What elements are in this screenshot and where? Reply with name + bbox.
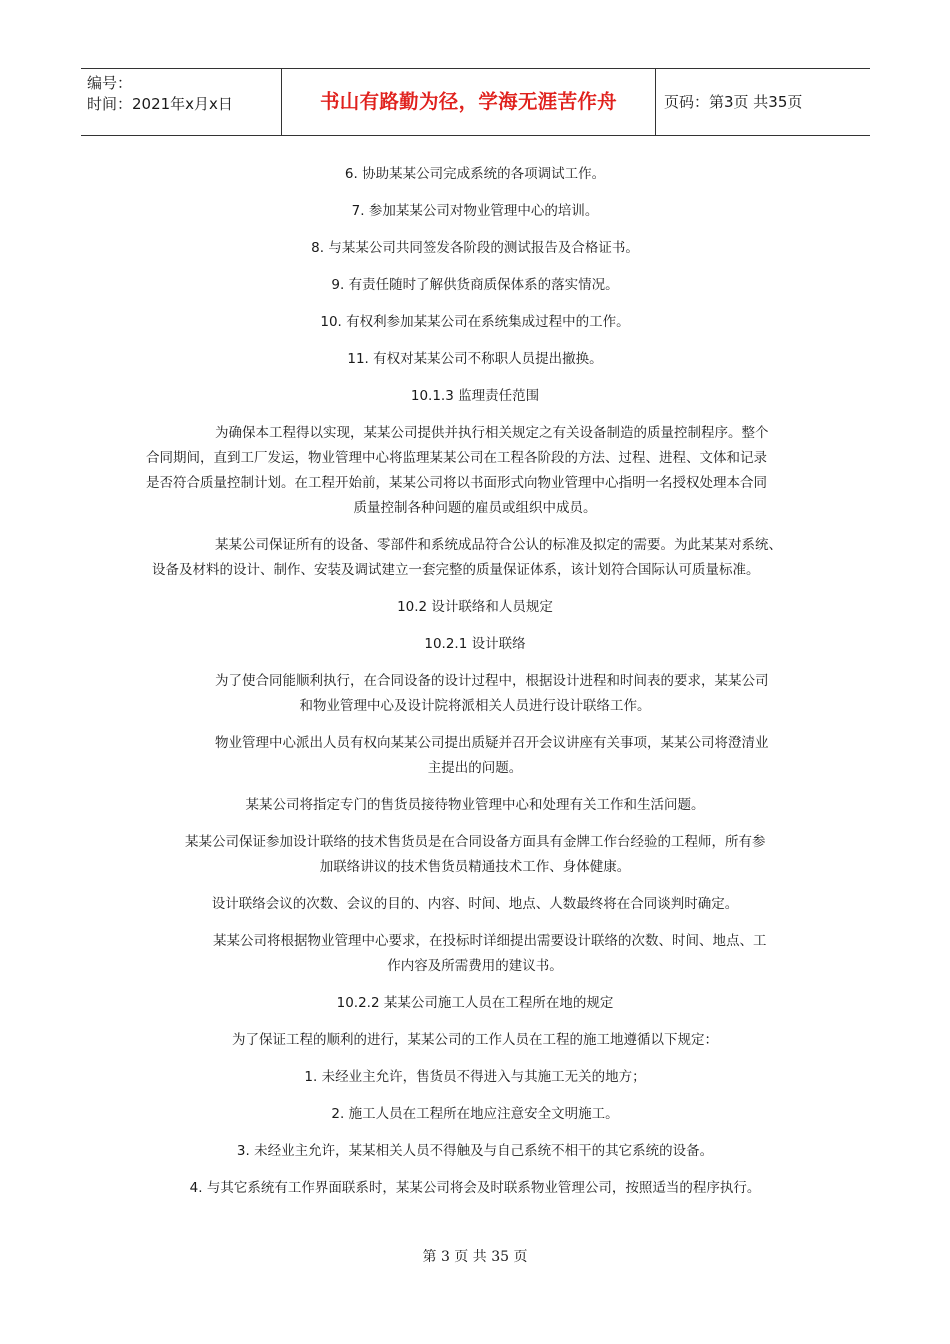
paragraph-line: 设计联络会议的次数、会议的目的、内容、时间、地点、人数最终将在合同谈判时确定。 bbox=[211, 896, 739, 912]
list-item: 10. 有权利参加某某公司在系统集成过程中的工作。 bbox=[320, 314, 630, 330]
page-footer: 第 3 页 共 35 页 bbox=[422, 1249, 528, 1265]
header-motto: 书山有路勤为径，学海无涯苦作舟 bbox=[282, 69, 656, 135]
section-heading-10-1-3: 10.1.3 监理责任范围 bbox=[410, 388, 540, 404]
list-item: 1. 未经业主允许，售货员不得进入与其施工无关的地方； bbox=[304, 1069, 646, 1085]
paragraph-line: 某某公司将根据物业管理中心要求，在投标时详细提出需要设计联络的次数、时间、地点、工 bbox=[213, 933, 767, 949]
paragraph-line: 为确保本工程得以实现，某某公司提供并执行相关规定之有关设备制造的质量控制程序。整个 bbox=[215, 425, 769, 441]
section-heading-10-2-1: 10.2.1 设计联络 bbox=[424, 636, 526, 652]
list-item: 6. 协助某某公司完成系统的各项调试工作。 bbox=[344, 166, 606, 182]
page-header bbox=[81, 68, 870, 136]
list-item: 8. 与某某公司共同签发各阶段的测试报告及合格证书。 bbox=[311, 240, 639, 256]
paragraph-line: 合同期间，直到工厂发运，物业管理中心将监理某某公司在工程各阶段的方法、过程、进程、文体和记录 bbox=[146, 450, 767, 466]
document-date: 时间：2021年x月x日 bbox=[87, 95, 233, 113]
paragraph-line: 和物业管理中心及设计院将派相关人员进行设计联络工作。 bbox=[299, 698, 651, 714]
paragraph-line: 为了保证工程的顺利的进行，某某公司的工作人员在工程的施工地遵循以下规定： bbox=[232, 1032, 718, 1048]
list-item: 4. 与其它系统有工作界面联系时，某某公司将会及时联系物业管理公司，按照适当的程序执行。 bbox=[189, 1180, 761, 1196]
paragraph-line: 某某公司将指定专门的售货员接待物业管理中心和处理有关工作和生活问题。 bbox=[245, 797, 705, 813]
paragraph-line: 主提出的问题。 bbox=[427, 760, 523, 776]
list-item: 2. 施工人员在工程所在地应注意安全文明施工。 bbox=[331, 1106, 619, 1122]
header-page-number: 页码：第3页 共35页 bbox=[664, 93, 803, 111]
paragraph-line: 设备及材料的设计、制作、安装及调试建立一套完整的质量保证体系，该计划符合国际认可质量标准。 bbox=[152, 562, 760, 578]
header-meta bbox=[81, 69, 282, 135]
list-item: 7. 参加某某公司对物业管理中心的培训。 bbox=[351, 203, 599, 219]
paragraph-line: 质量控制各种问题的雇员或组织中成员。 bbox=[353, 500, 597, 516]
paragraph-line: 某某公司保证所有的设备、零部件和系统成品符合公认的标准及拟定的需要。为此某某对系统、 bbox=[215, 537, 782, 553]
section-heading-10-2: 10.2 设计联络和人员规定 bbox=[397, 599, 553, 615]
paragraph-line: 物业管理中心派出人员有权向某某公司提出质疑并召开会议讲座有关事项，某某公司将澄清业 bbox=[215, 735, 769, 751]
section-heading-10-2-2: 10.2.2 某某公司施工人员在工程所在地的规定 bbox=[336, 995, 614, 1011]
document-number-label: 编号： bbox=[87, 74, 133, 92]
paragraph-line: 是否符合质量控制计划。在工程开始前，某某公司将以书面形式向物业管理中心指明一名授权处理本合同 bbox=[146, 475, 767, 491]
paragraph-line: 作内容及所需费用的建议书。 bbox=[387, 958, 563, 974]
list-item: 11. 有权对某某公司不称职人员提出撤换。 bbox=[347, 351, 603, 367]
paragraph-line: 某某公司保证参加设计联络的技术售货员是在合同设备方面具有金牌工作台经验的工程师，所有参 bbox=[185, 834, 766, 850]
paragraph-line: 为了使合同能顺利执行，在合同设备的设计过程中，根据设计进程和时间表的要求，某某公司 bbox=[215, 673, 769, 689]
list-item: 3. 未经业主允许，某某相关人员不得触及与自己系统不相干的其它系统的设备。 bbox=[236, 1143, 714, 1159]
list-item: 9. 有责任随时了解供货商质保体系的落实情况。 bbox=[331, 277, 619, 293]
paragraph-line: 加联络讲议的技术售货员精通技术工作、身体健康。 bbox=[319, 859, 631, 875]
